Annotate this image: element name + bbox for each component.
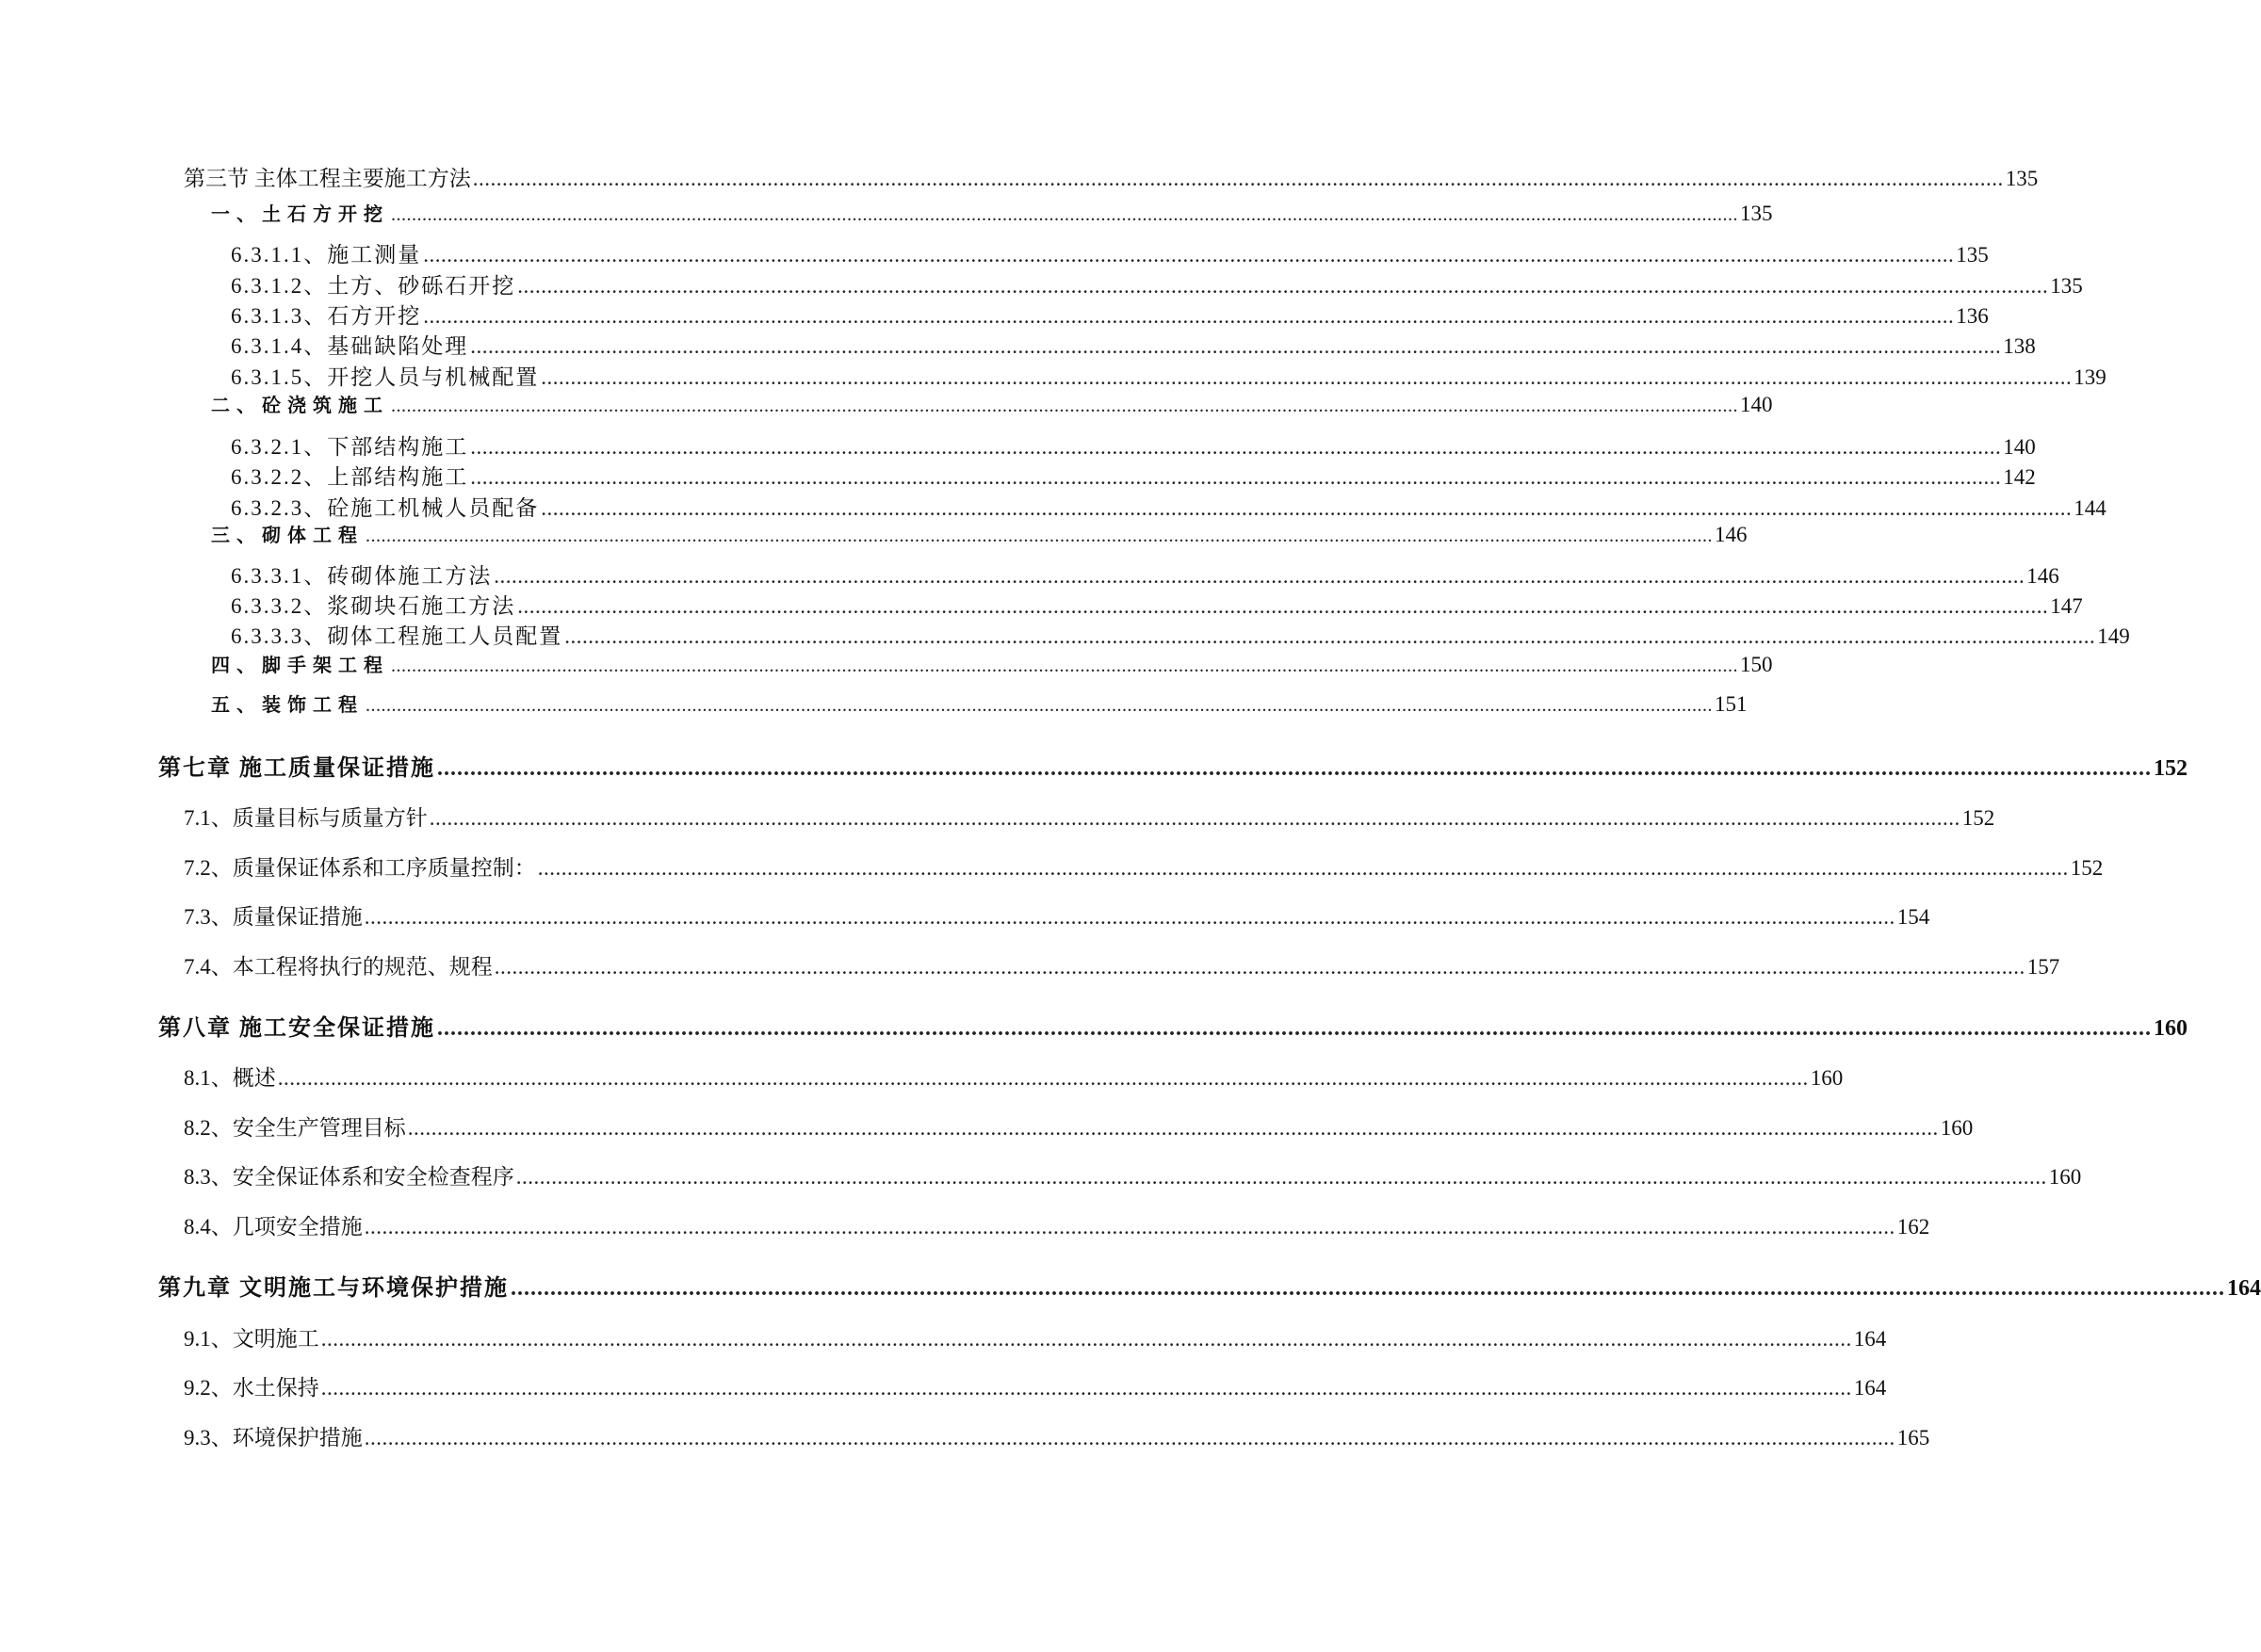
dot-leader: ....................................................................................................................................................................................................................................................................: [364, 905, 1895, 929]
toc-entry-page: 165: [1896, 1426, 1930, 1450]
toc-entry-label: 三、砌体工程: [211, 526, 364, 546]
toc-entry-subsection[interactable]: [184, 955, 2060, 979]
dot-leader: ....................................................................................................................................................................................................................................................................: [366, 695, 1713, 716]
toc-entry-page: 160: [1940, 1116, 1974, 1140]
toc-entry-label: 8.3、安全保证体系和安全检查程序: [184, 1165, 514, 1189]
toc-entry-item[interactable]: [231, 304, 1989, 328]
dot-leader: ....................................................................................................................................................................................................................................................................: [541, 496, 2073, 520]
toc-entry-page: 138: [2003, 334, 2036, 358]
toc-entry-label: 五、装饰工程: [211, 695, 364, 716]
toc-entry-page: 152: [2070, 856, 2104, 880]
toc-entry-label: 7.4、本工程将执行的规范、规程: [184, 955, 493, 979]
toc-entry-subsection[interactable]: [184, 1327, 1887, 1351]
toc-entry-label: 第八章 施工安全保证措施: [158, 1016, 435, 1041]
toc-entry-part[interactable]: [211, 202, 1773, 225]
dot-leader: ....................................................................................................................................................................................................................................................................: [320, 1376, 1852, 1400]
toc-entry-label: 6.3.1.1、施工测量: [231, 243, 422, 267]
toc-entry-part[interactable]: [211, 393, 1773, 416]
toc-entry-page: 146: [1715, 523, 1748, 546]
toc-entry-item[interactable]: [231, 365, 2106, 389]
toc-entry-part[interactable]: [211, 653, 1773, 676]
toc-entry-label: 第九章 文明施工与环境保护措施: [158, 1276, 509, 1301]
toc-entry-section[interactable]: [184, 167, 2039, 190]
toc-entry-page: 135: [2050, 274, 2083, 298]
toc-entry-page: 136: [1956, 304, 1989, 328]
dot-leader: ....................................................................................................................................................................................................................................................................: [494, 955, 2025, 979]
toc-entry-label: 6.3.1.3、石方开挖: [231, 304, 422, 328]
toc-entry-page: 160: [2048, 1165, 2082, 1189]
dot-leader: ....................................................................................................................................................................................................................................................................: [511, 1276, 2225, 1301]
toc-entry-page: 140: [1740, 393, 1773, 416]
dot-leader: ....................................................................................................................................................................................................................................................................: [364, 1426, 1895, 1450]
toc-entry-page: 146: [2026, 564, 2059, 588]
toc-entry-subsection[interactable]: [184, 1116, 1974, 1140]
toc-entry-item[interactable]: [231, 334, 2036, 358]
dot-leader: ....................................................................................................................................................................................................................................................................: [564, 624, 2096, 648]
toc-entry-item[interactable]: [231, 435, 2036, 459]
toc-entry-label: 6.3.2.3、砼施工机械人员配备: [231, 496, 540, 520]
toc-entry-chapter[interactable]: [158, 1276, 2261, 1301]
dot-leader: ....................................................................................................................................................................................................................................................................: [470, 465, 2002, 489]
toc-entry-part[interactable]: [211, 523, 1748, 546]
toc-entry-label: 7.2、质量保证体系和工序质量控制：: [184, 856, 536, 880]
toc-entry-subsection[interactable]: [184, 905, 1930, 929]
toc-entry-page: 152: [2154, 756, 2188, 781]
toc-entry-page: 140: [2003, 435, 2036, 459]
dot-leader: ....................................................................................................................................................................................................................................................................: [515, 1165, 2047, 1189]
dot-leader: ....................................................................................................................................................................................................................................................................: [429, 806, 1960, 830]
toc-entry-item[interactable]: [231, 496, 2106, 520]
toc-entry-subsection[interactable]: [184, 1215, 1930, 1239]
dot-leader: ....................................................................................................................................................................................................................................................................: [517, 274, 2049, 298]
dot-leader: ....................................................................................................................................................................................................................................................................: [437, 1016, 2152, 1041]
toc-entry-page: 142: [2003, 465, 2036, 489]
dot-leader: ....................................................................................................................................................................................................................................................................: [537, 856, 2069, 880]
dot-leader: ....................................................................................................................................................................................................................................................................: [364, 1215, 1895, 1239]
dot-leader: ....................................................................................................................................................................................................................................................................: [541, 365, 2073, 389]
toc-entry-subsection[interactable]: [184, 806, 1995, 830]
toc-entry-label: 6.3.2.2、上部结构施工: [231, 465, 469, 489]
toc-entry-subsection[interactable]: [184, 1165, 2082, 1189]
toc-entry-label: 9.3、环境保护措施: [184, 1426, 363, 1450]
toc-entry-part[interactable]: [211, 692, 1748, 716]
toc-entry-subsection[interactable]: [184, 856, 2104, 880]
toc-entry-item[interactable]: [231, 274, 2083, 298]
dot-leader: ....................................................................................................................................................................................................................................................................: [470, 334, 2002, 358]
toc-entry-label: 6.3.3.1、砖砌体施工方法: [231, 564, 493, 588]
toc-entry-page: 164: [2227, 1276, 2261, 1301]
toc-entry-label: 二、砼浇筑施工: [211, 396, 389, 416]
dot-leader: ....................................................................................................................................................................................................................................................................: [391, 204, 1738, 225]
toc-entry-item[interactable]: [231, 594, 2083, 618]
toc-entry-chapter[interactable]: [158, 756, 2188, 781]
toc-entry-label: 7.3、质量保证措施: [184, 905, 363, 929]
toc-entry-label: 6.3.1.2、土方、砂砾石开挖: [231, 274, 516, 298]
dot-leader: ....................................................................................................................................................................................................................................................................: [366, 526, 1713, 546]
toc-entry-label: 8.1、概述: [184, 1066, 276, 1090]
dot-leader: ....................................................................................................................................................................................................................................................................: [470, 435, 2002, 459]
toc-entry-label: 9.2、水土保持: [184, 1376, 319, 1400]
dot-leader: ....................................................................................................................................................................................................................................................................: [320, 1327, 1852, 1351]
toc-entry-label: 8.2、安全生产管理目标: [184, 1116, 406, 1140]
toc-entry-label: 四、脚手架工程: [211, 656, 389, 676]
toc-entry-label: 6.3.1.4、基础缺陷处理: [231, 334, 469, 358]
toc-entry-page: 164: [1853, 1327, 1887, 1351]
toc-entry-item[interactable]: [231, 564, 2059, 588]
toc-entry-label: 6.3.3.3、砌体工程施工人员配置: [231, 624, 563, 648]
toc-entry-page: 162: [1896, 1215, 1930, 1239]
dot-leader: ....................................................................................................................................................................................................................................................................: [423, 243, 1955, 267]
toc-entry-label: 第七章 施工质量保证措施: [158, 756, 435, 781]
toc-entry-page: 160: [2154, 1016, 2188, 1041]
dot-leader: ....................................................................................................................................................................................................................................................................: [494, 564, 2025, 588]
toc-entry-chapter[interactable]: [158, 1016, 2188, 1041]
toc-entry-page: 150: [1740, 653, 1773, 676]
toc-entry-label: 6.3.2.1、下部结构施工: [231, 435, 469, 459]
toc-entry-page: 149: [2097, 624, 2130, 648]
dot-leader: ....................................................................................................................................................................................................................................................................: [517, 594, 2049, 618]
toc-entry-item[interactable]: [231, 243, 1989, 267]
toc-entry-label: 7.1、质量目标与质量方针: [184, 806, 428, 830]
toc-entry-subsection[interactable]: [184, 1066, 1844, 1090]
toc-entry-page: 154: [1896, 905, 1930, 929]
toc-entry-page: 157: [2026, 955, 2060, 979]
toc-entry-label: 6.3.1.5、开挖人员与机械配置: [231, 365, 540, 389]
toc-entry-page: 151: [1715, 692, 1748, 716]
toc-entry-label: 9.1、文明施工: [184, 1327, 319, 1351]
toc-entry-page: 160: [1810, 1066, 1844, 1090]
toc-entry-label: 第三节 主体工程主要施工方法: [184, 167, 471, 190]
toc-entry-page: 135: [1740, 202, 1773, 225]
toc-entry-label: 一、土石方开挖: [211, 204, 389, 225]
toc-entry-page: 164: [1853, 1376, 1887, 1400]
toc-entry-page: 135: [2005, 167, 2039, 190]
dot-leader: ....................................................................................................................................................................................................................................................................: [472, 167, 2004, 190]
toc-entry-label: 6.3.3.2、浆砌块石施工方法: [231, 594, 516, 618]
toc-entry-page: 135: [1956, 243, 1989, 267]
toc-entry-subsection[interactable]: [184, 1376, 1887, 1400]
toc-entry-item[interactable]: [231, 624, 2130, 648]
dot-leader: ....................................................................................................................................................................................................................................................................: [277, 1066, 1809, 1090]
toc-entry-item[interactable]: [231, 465, 2036, 489]
dot-leader: ....................................................................................................................................................................................................................................................................: [437, 756, 2152, 781]
dot-leader: ....................................................................................................................................................................................................................................................................: [391, 396, 1738, 416]
dot-leader: ....................................................................................................................................................................................................................................................................: [423, 304, 1955, 328]
toc-entry-page: 152: [1961, 806, 1995, 830]
toc-entry-page: 147: [2050, 594, 2083, 618]
toc-entry-page: 144: [2074, 496, 2106, 520]
toc-entry-label: 8.4、几项安全措施: [184, 1215, 363, 1239]
toc-entry-subsection[interactable]: [184, 1426, 1930, 1450]
dot-leader: ....................................................................................................................................................................................................................................................................: [391, 656, 1738, 676]
dot-leader: ....................................................................................................................................................................................................................................................................: [407, 1116, 1939, 1140]
toc-entry-page: 139: [2074, 365, 2106, 389]
